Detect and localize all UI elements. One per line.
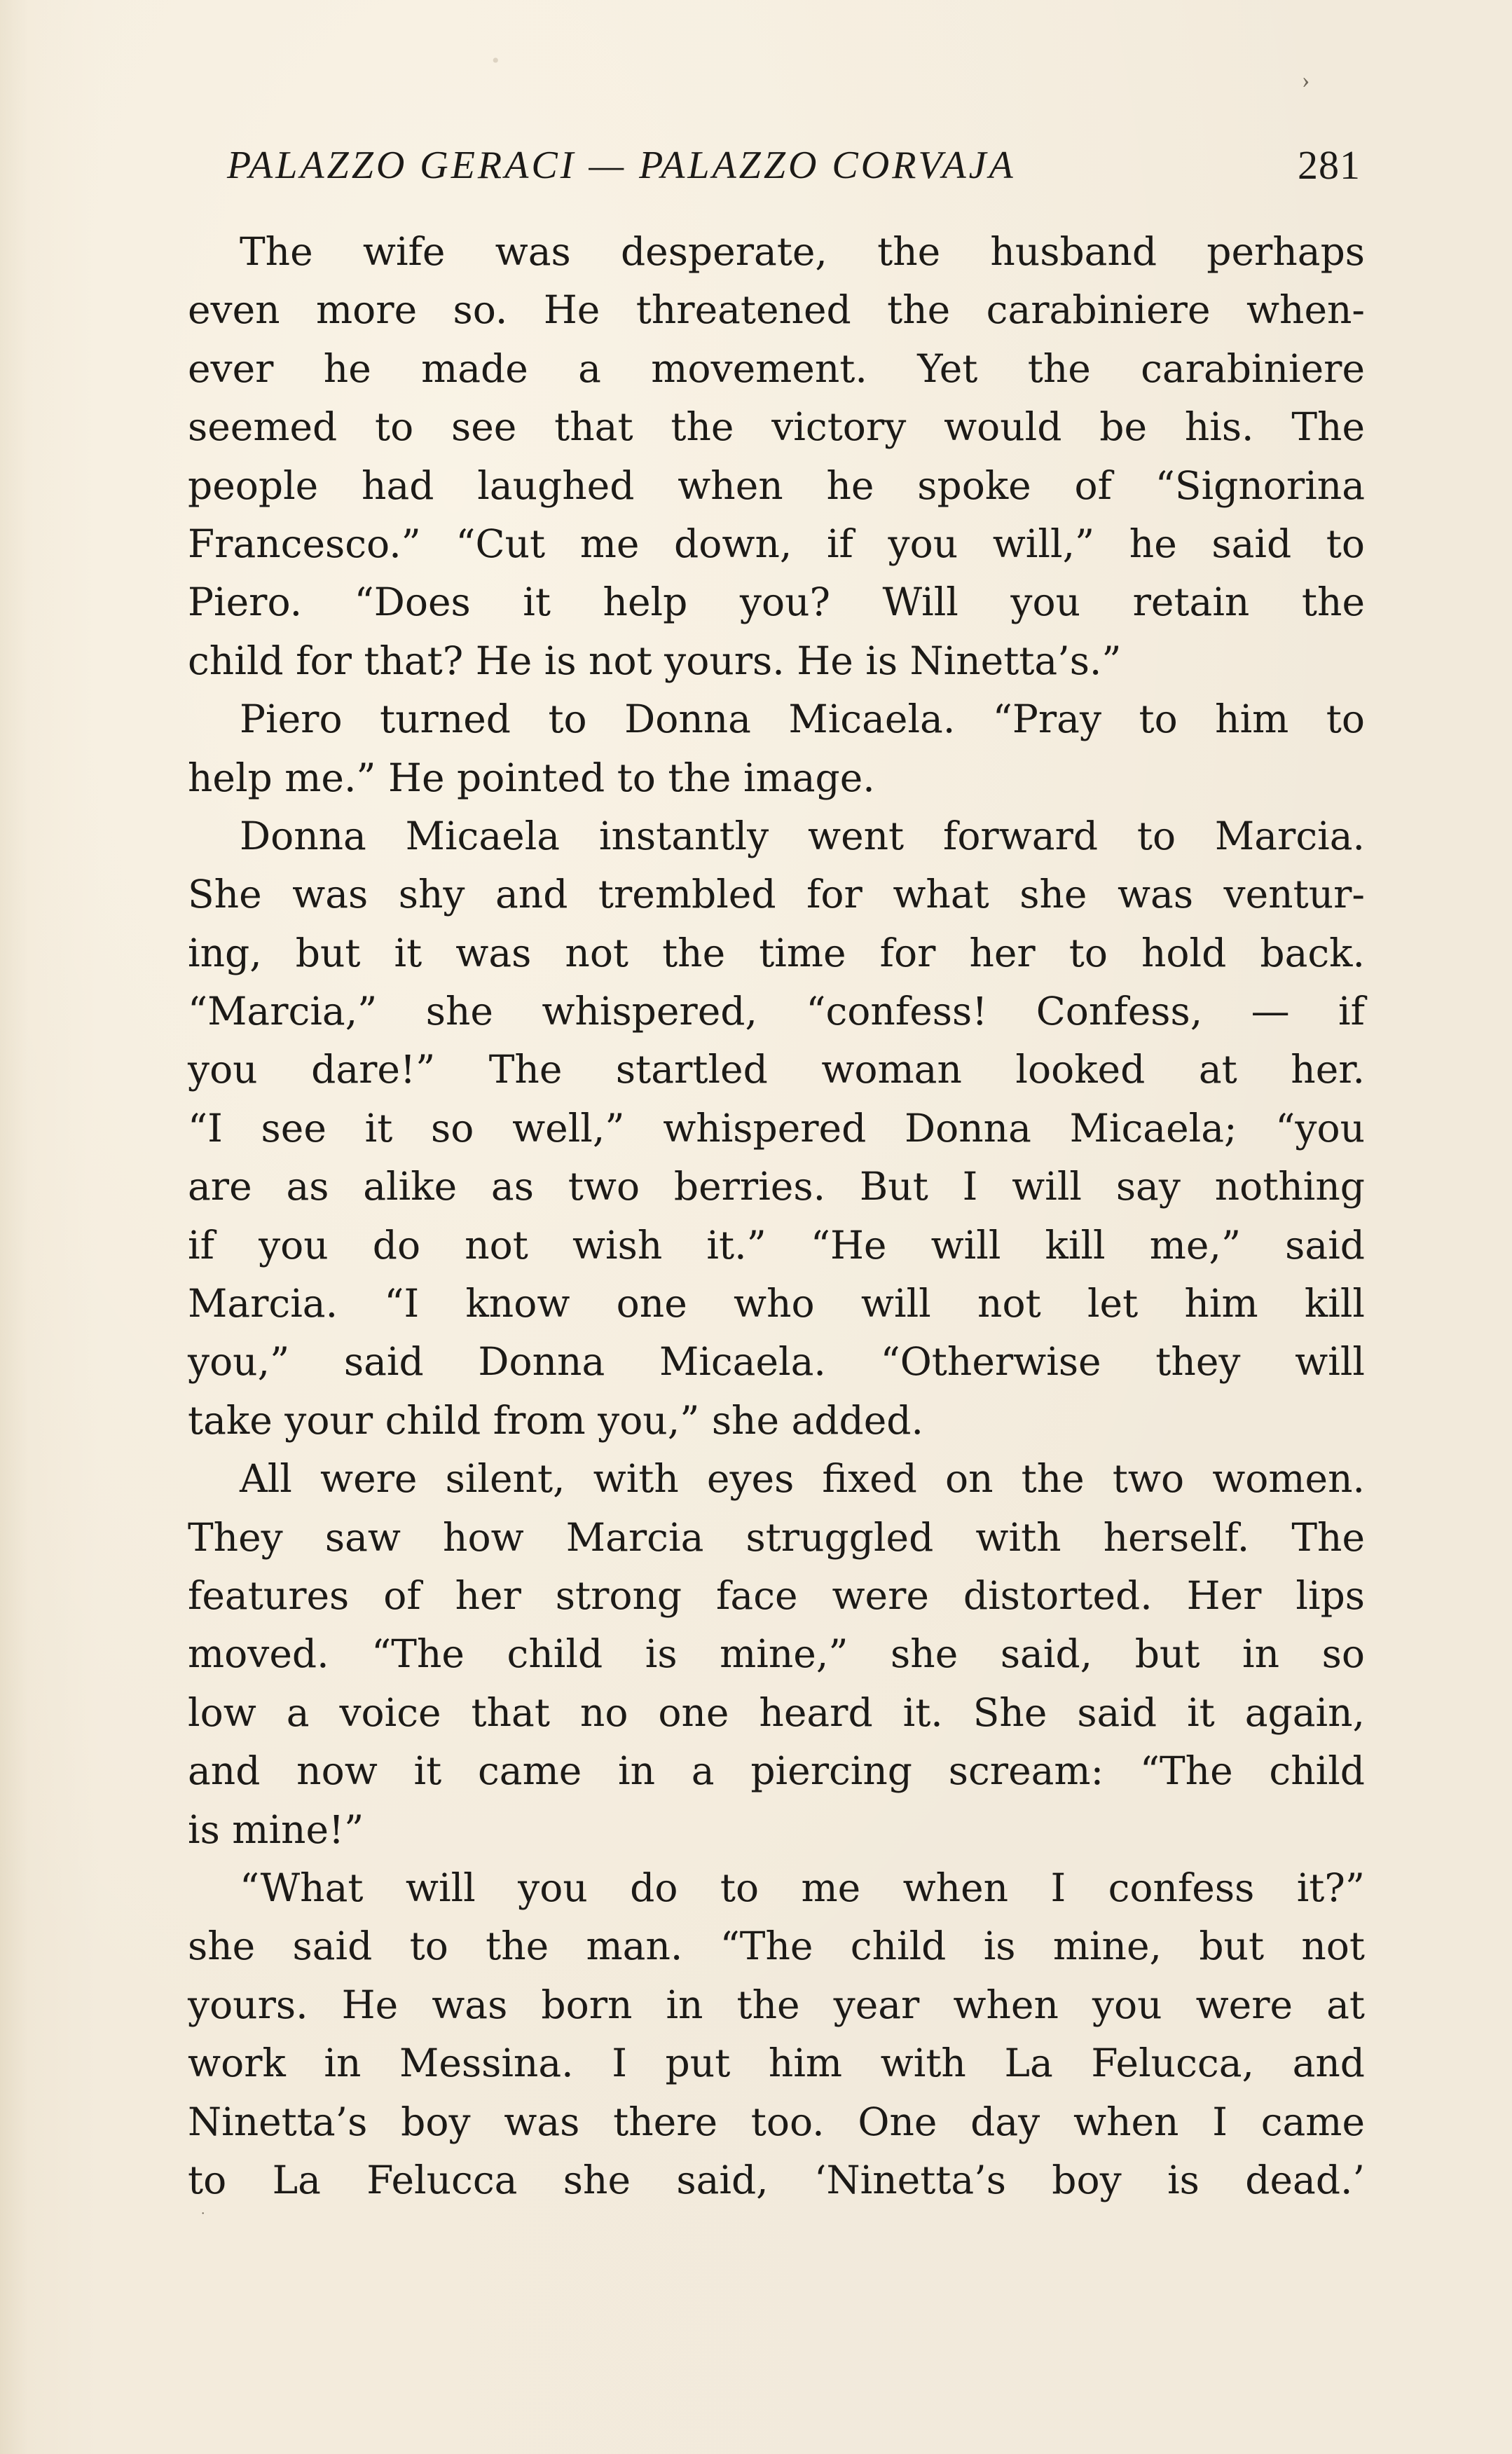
- text-line: yours. He was born in the year when you were at: [188, 1982, 1365, 2027]
- text-line: she said to the man. “The child is mine, but not: [188, 1924, 1365, 1969]
- text-line: work in Messina. I put him with La Felucca, and: [188, 2041, 1365, 2086]
- page-number: 281: [1298, 142, 1361, 188]
- text-line: features of her strong face were distorted. Her lips: [188, 1572, 1365, 1618]
- text-line: you,” said Donna Micaela. “Otherwise they will: [188, 1339, 1365, 1385]
- text-line: Piero turned to Donna Micaela. “Pray to him to: [240, 697, 1365, 742]
- text-line: Ninetta’s boy was there too. One day when I came: [188, 2099, 1365, 2144]
- text-line: Donna Micaela instantly went forward to Marcia.: [240, 813, 1365, 858]
- text-line: “What will you do to me when I confess it?”: [240, 1865, 1365, 1910]
- text-line: child for that? He is not yours. He is Ninetta’s.”: [188, 638, 1122, 683]
- text-line: ing, but it was not the time for her to hold back.: [188, 930, 1365, 975]
- text-line: if you do not wish it.” “He will kill me,” said: [188, 1222, 1365, 1268]
- text-line: is mine!”: [188, 1807, 364, 1852]
- text-line: you dare!” The startled woman looked at her.: [188, 1047, 1365, 1092]
- text-line: even more so. He threatened the carabiniere when-: [188, 287, 1365, 333]
- text-line: The wife was desperate, the husband perhaps: [240, 229, 1365, 274]
- text-line: people had laughed when he spoke of “Signorina: [188, 462, 1365, 508]
- text-line: to La Felucca she said, ‘Ninetta’s boy is dead.’: [188, 2157, 1365, 2202]
- text-line: and now it came in a piercing scream: “The child: [188, 1748, 1365, 1794]
- print-speck: •: [492, 49, 500, 72]
- text-line: Francesco.” “Cut me down, if you will,” he said to: [188, 521, 1365, 566]
- body-text: [188, 223, 1365, 2209]
- text-line: ever he made a movement. Yet the carabiniere: [188, 345, 1365, 391]
- text-line: take your child from you,” she added.: [188, 1397, 923, 1443]
- text-line: All were silent, with eyes fixed on the two women.: [240, 1456, 1365, 1502]
- text-line: “Marcia,” she whispered, “confess! Confess, — if: [188, 989, 1365, 1034]
- print-speck: ˙: [200, 2209, 206, 2226]
- text-line: They saw how Marcia struggled with herself. The: [188, 1514, 1365, 1560]
- running-title: PALAZZO GERACI — PALAZZO CORVAJA: [227, 144, 1016, 187]
- text-line: are as alike as two berries. But I will say nothing: [188, 1164, 1365, 1209]
- text-line: moved. “The child is mine,” she said, but in so: [188, 1631, 1365, 1677]
- print-speck: ›: [1302, 67, 1310, 93]
- text-line: seemed to see that the victory would be his. The: [188, 404, 1365, 450]
- text-line: Piero. “Does it help you? Will you retain the: [188, 580, 1365, 625]
- text-line: “I see it so well,” whispered Donna Micaela; “you: [188, 1105, 1365, 1151]
- text-line: She was shy and trembled for what she was ventur-: [188, 872, 1365, 917]
- page-header: [227, 137, 1361, 193]
- text-line: Marcia. “I know one who will not let him kill: [188, 1281, 1365, 1327]
- text-line: help me.” He pointed to the image.: [188, 755, 875, 800]
- text-line: low a voice that no one heard it. She said it again,: [188, 1689, 1365, 1735]
